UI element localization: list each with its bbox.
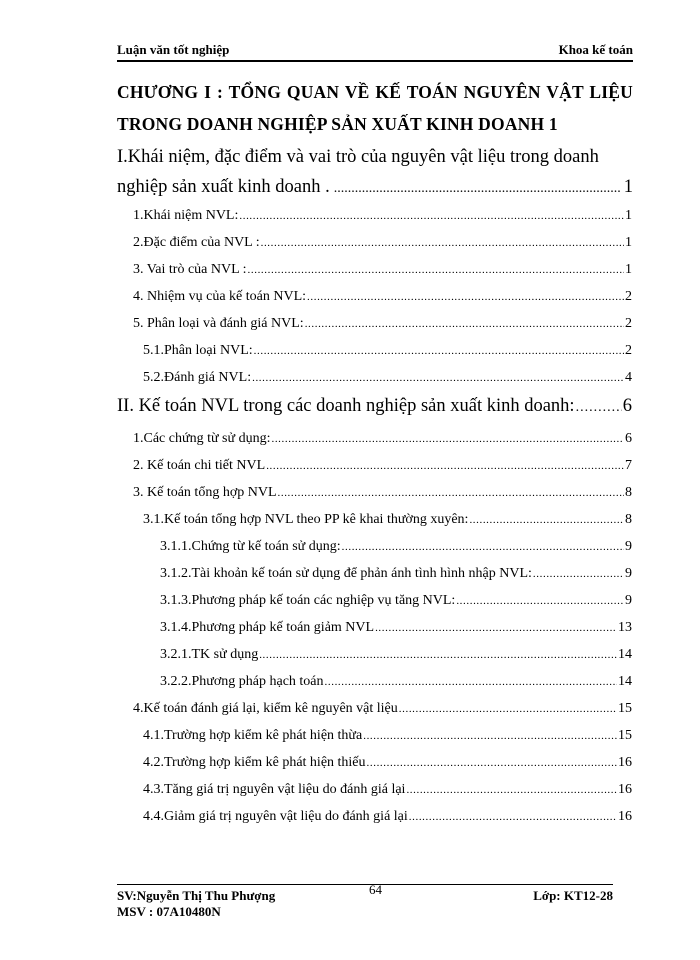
toc-label: 3.1.4.Phương pháp kế toán giảm NVL <box>160 620 375 635</box>
toc-label: 3.1.Kế toán tổng hợp NVL theo PP kê khai thường xuyên: <box>143 512 469 527</box>
toc-label: 2.Đặc điểm của NVL : <box>133 235 260 250</box>
dot-leader <box>278 487 625 499</box>
toc-page: 16 <box>618 755 632 770</box>
toc-page: 14 <box>618 647 632 662</box>
toc-page: 1 <box>625 235 632 250</box>
toc-page: 15 <box>618 728 632 743</box>
toc-label: 5. Phân loại và đánh giá NVL: <box>133 316 304 331</box>
dot-leader <box>406 784 617 796</box>
header-left: Luận văn tốt nghiệp <box>117 42 230 57</box>
toc-label: 4.1.Trường hợp kiểm kê phát hiện thừa <box>143 728 363 743</box>
dot-leader <box>367 757 617 769</box>
toc-page: 4 <box>625 370 632 385</box>
toc-page: 9 <box>625 593 632 608</box>
toc-label: 1.Các chứng từ sử dụng: <box>133 431 271 446</box>
toc-label: 5.2.Đánh giá NVL: <box>143 370 252 385</box>
toc-page: 8 <box>625 485 632 500</box>
toc-page: 7 <box>625 458 632 473</box>
section-1-line-2 <box>117 172 633 204</box>
toc-page: 6 <box>625 431 632 446</box>
dot-leader <box>239 210 624 222</box>
toc-entry <box>0 512 632 530</box>
dot-leader <box>363 730 617 742</box>
dot-leader <box>409 811 617 823</box>
dot-leader <box>305 318 624 330</box>
toc-label: 5.1.Phân loại NVL: <box>143 343 253 358</box>
toc-label: 3.1.2.Tài khoản kế toán sử dụng để phản ánh tình hình nhập NVL: <box>160 566 532 581</box>
toc-page: 6 <box>622 396 632 416</box>
toc-entry <box>0 431 632 449</box>
toc-entry <box>0 262 632 280</box>
toc-entry <box>0 485 632 503</box>
toc-page: 16 <box>618 782 632 797</box>
dot-leader <box>342 541 624 553</box>
toc-entry <box>0 566 632 584</box>
toc-entry <box>0 809 632 827</box>
section-1-page: 1 <box>623 177 633 197</box>
toc-label: 3.2.1.TK sử dụng <box>160 647 259 662</box>
toc-entry <box>0 316 632 334</box>
toc-label: 3. Kế toán tổng hợp NVL <box>133 485 277 500</box>
dot-leader <box>334 174 620 204</box>
dot-leader <box>469 514 624 526</box>
toc-entry <box>0 620 632 638</box>
toc-entry <box>0 593 632 611</box>
dot-leader <box>325 676 617 688</box>
toc-label: 3. Vai trò của NVL : <box>133 262 247 277</box>
toc-page: 9 <box>625 539 632 554</box>
toc-label: 3.1.1.Chứng từ kế toán sử dụng: <box>160 539 341 554</box>
toc-page: 16 <box>618 809 632 824</box>
dot-leader <box>456 595 624 607</box>
toc-label: 2. Kế toán chi tiết NVL <box>133 458 266 473</box>
toc-label: 4. Nhiệm vụ của kế toán NVL: <box>133 289 307 304</box>
toc-page: 14 <box>618 674 632 689</box>
toc-label: 1.Khái niệm NVL: <box>133 208 239 223</box>
toc-page: 15 <box>618 701 632 716</box>
dot-leader <box>261 237 624 249</box>
footer-class: Lớp: KT12-28 <box>533 888 613 903</box>
footer-divider <box>117 884 613 885</box>
toc-page: 2 <box>625 316 632 331</box>
toc-label: II. Kế toán NVL trong các doanh nghiệp sản xuất kinh doanh: <box>117 396 575 416</box>
footer-page-number: 64 <box>369 882 382 897</box>
toc-label: 4.3.Tăng giá trị nguyên vật liệu do đánh giá lại <box>143 782 406 797</box>
dot-leader <box>248 264 624 276</box>
dot-leader <box>271 433 624 445</box>
toc-page: 1 <box>625 208 632 223</box>
toc-page: 13 <box>618 620 632 635</box>
toc-entry <box>0 289 632 307</box>
toc-entry <box>0 458 632 476</box>
toc-entry <box>0 343 632 361</box>
toc-label: 4.Kế toán đánh giá lại, kiểm kê nguyên vật liệu <box>133 701 398 716</box>
toc-entry <box>0 370 632 388</box>
toc-entry <box>0 539 632 557</box>
toc-page: 8 <box>625 512 632 527</box>
dot-leader <box>533 568 624 580</box>
dot-leader <box>399 703 617 715</box>
toc-label: 4.2.Trường hợp kiểm kê phát hiện thiếu <box>143 755 366 770</box>
section-1-line-2-text: nghiệp sản xuất kinh doanh . <box>117 177 330 197</box>
dot-leader <box>254 345 624 357</box>
toc-label: 4.4.Giảm giá trị nguyên vật liệu do đánh giá lại <box>143 809 408 824</box>
dot-leader <box>307 291 624 303</box>
chapter-title: CHƯƠNG I : TỔNG QUAN VỀ KẾ TOÁN NGUYÊN VẬT LIỆU TRONG DOANH NGHIỆP SẢN XUẤT KINH DOANH 1 <box>117 82 633 134</box>
toc-page: 1 <box>625 262 632 277</box>
toc-page: 2 <box>625 343 632 358</box>
page-header <box>117 40 633 62</box>
dot-leader <box>259 649 617 661</box>
toc-entry <box>0 782 632 800</box>
header-right: Khoa kế toán <box>558 42 633 57</box>
toc-entry <box>0 728 632 746</box>
toc-entry-section-2 <box>0 396 632 420</box>
footer-student: SV:Nguyễn Thị Thu Phượng <box>117 888 276 903</box>
toc-entry <box>0 674 632 692</box>
section-1-line-1: I.Khái niệm, đặc điểm và vai trò của nguyên vật liệu trong doanh <box>117 147 599 167</box>
toc-label: 3.2.2.Phương pháp hạch toán <box>160 674 324 689</box>
toc-entry <box>0 701 632 719</box>
toc-page: 9 <box>625 566 632 581</box>
dot-leader <box>576 400 622 416</box>
dot-leader <box>252 372 624 384</box>
toc-entry <box>0 235 632 253</box>
toc-page: 2 <box>625 289 632 304</box>
toc-entry <box>0 755 632 773</box>
toc-entry <box>0 208 632 226</box>
toc-label: 3.1.3.Phương pháp kế toán các nghiệp vụ tăng NVL: <box>160 593 456 608</box>
dot-leader <box>266 460 624 472</box>
footer-student-id: MSV : 07A10480N <box>117 904 221 919</box>
dot-leader <box>375 622 617 634</box>
toc-section-1 <box>117 142 633 204</box>
toc-entry <box>0 647 632 665</box>
